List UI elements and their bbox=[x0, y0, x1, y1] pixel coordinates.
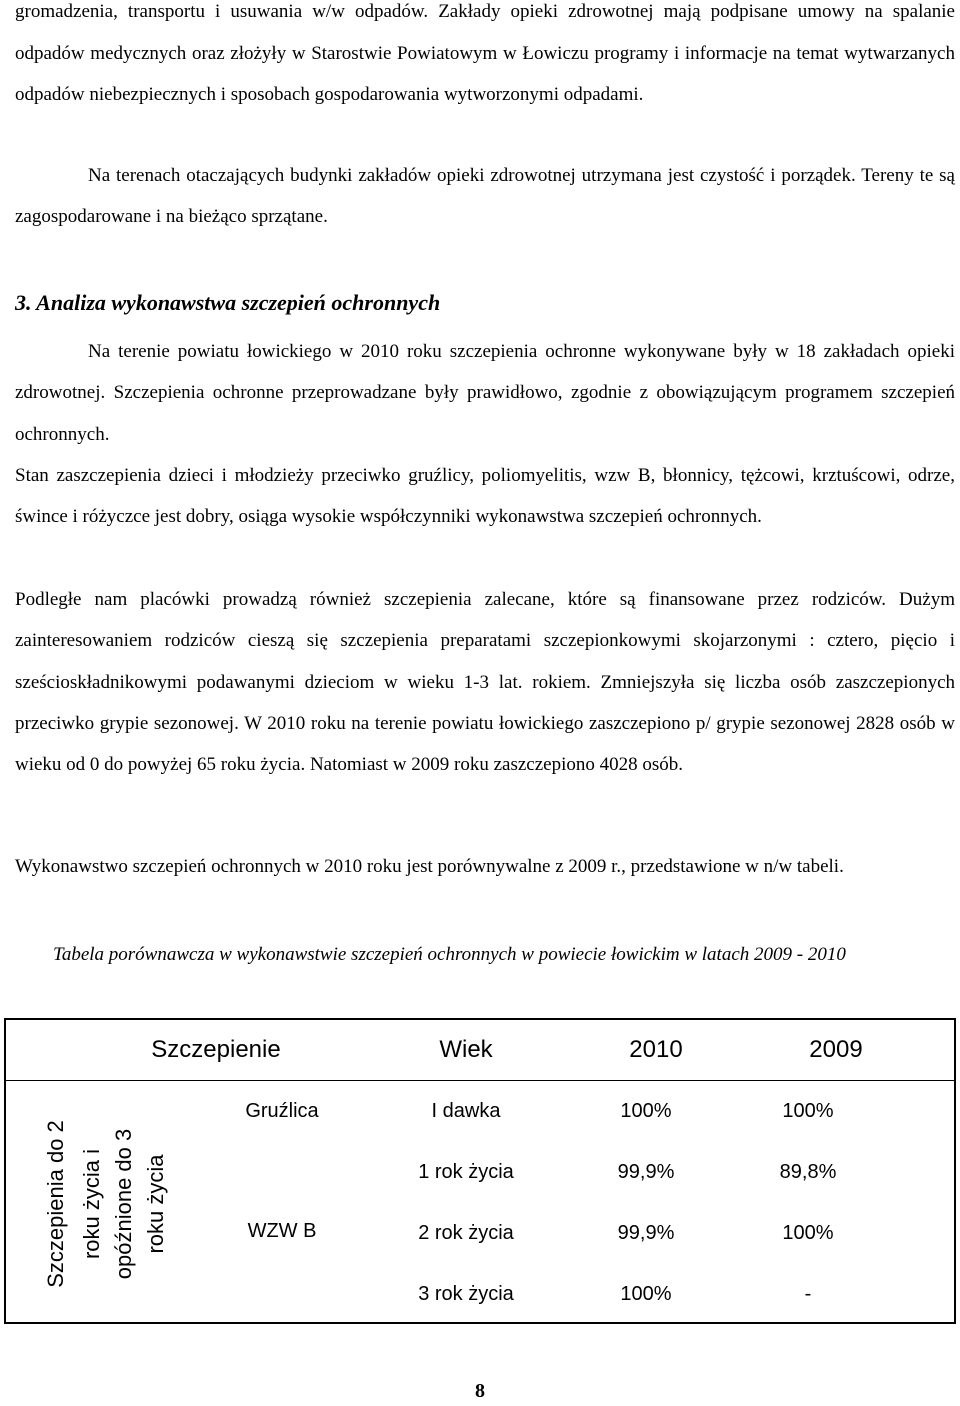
section-heading: 3. Analiza wykonawstwa szczepień ochronnych bbox=[15, 290, 441, 315]
comparison-table bbox=[4, 1018, 956, 1324]
header-2010: 2010 bbox=[629, 1036, 683, 1063]
row-1-age: I dawka bbox=[431, 1100, 501, 1122]
row-4-age: 3 rok życia bbox=[418, 1283, 514, 1305]
table-caption: Tabela porównawcza w wykonawstwie szczepień ochronnych w powiecie łowickim w latach 2009 - 2010 bbox=[53, 944, 846, 965]
group-tuberculosis: Gruźlica bbox=[245, 1100, 319, 1122]
side-label-line-2: roku życia i bbox=[79, 1148, 104, 1260]
side-label-line-4: roku życia bbox=[143, 1154, 168, 1254]
row-3-age: 2 rok życia bbox=[418, 1222, 514, 1244]
group-hepatitis-b: WZW B bbox=[247, 1220, 317, 1242]
paragraph-comparison: Wykonawstwo szczepień ochronnych w 2010 roku jest porównywalne z 2009 r., przedstawione w n/w tabeli. bbox=[15, 856, 844, 877]
paragraph-recommended-vaccinations: Podległe nam placówki prowadzą również szczepienia zalecane, które są finansowane przez rodziców. Dużym zainteresowaniem rodziców cieszą się szczepienia preparatami szczepionkowymi skojarzonymi : cztero, pięcio i sześcioskładnikowymi podawanymi dzieciom w wieku 1-3 lat. rokiem. Zmniejszyła się liczba osób zaszczepionych przeciwko grypie sezonowej. W 2010 roku na terenie powiatu łowickiego zaszczepiono p/ grypie sezonowej 2828 osób w wieku od 0 do powyżej 65 roku życia. Natomiast w 2009 roku zaszczepiono 4028 osób. bbox=[15, 589, 955, 776]
row-3-2009: 100% bbox=[782, 1222, 834, 1244]
row-2-2009: 89,8% bbox=[779, 1161, 837, 1183]
row-2-age: 1 rok życia bbox=[418, 1161, 514, 1183]
side-label-line-3: opóźnione do 3 bbox=[111, 1128, 136, 1280]
paragraph-vaccinations: Na terenie powiatu łowickiego w 2010 roku szczepienia ochronne wykonywane były w 18 zakładach opieki zdrowotnej. Szczepienia ochronne przeprowadzane były prawidłowo, zgodnie z obowiązującym programem szczepień ochronnych. bbox=[15, 341, 955, 445]
row-3-2010: 99,9% bbox=[617, 1222, 675, 1244]
header-age: Wiek bbox=[439, 1036, 493, 1063]
header-divider bbox=[6, 1080, 954, 1081]
row-1-2010: 100% bbox=[620, 1100, 672, 1122]
row-4-2009: - bbox=[804, 1283, 812, 1305]
page-number: 8 bbox=[475, 1380, 485, 1402]
row-4-2010: 100% bbox=[620, 1283, 672, 1305]
paragraph-cleanliness: Na terenach otaczających budynki zakładów opieki zdrowotnej utrzymana jest czystość i porządek. Tereny te są zagospodarowane i na bieżąco sprzątane. bbox=[15, 165, 955, 228]
side-label-line-1: Szczepienia do 2 bbox=[43, 1120, 68, 1288]
header-2009: 2009 bbox=[809, 1036, 863, 1063]
paragraph-vaccination-status: Stan zaszczepienia dzieci i młodzieży przeciwko gruźlicy, poliomyelitis, wzw B, błonnicy, tężcowi, krztuścowi, odrze, śwince i różyczce jest dobry, osiąga wysokie współczynniki wykonawstwa szczepień ochronnych. bbox=[15, 465, 955, 528]
paragraph-waste: gromadzenia, transportu i usuwania w/w odpadów. Zakłady opieki zdrowotnej mają podpisane umowy na spalanie odpadów medycznych oraz złożyły w Starostwie Powiatowym w Łowiczu programy i informacje na temat wytwarzanych odpadów niebezpiecznych i sposobach gospodarowania wytworzonymi odpadami. bbox=[15, 1, 955, 105]
row-1-2009: 100% bbox=[782, 1100, 834, 1122]
header-vaccination: Szczepienie bbox=[151, 1036, 281, 1063]
row-2-2010: 99,9% bbox=[617, 1161, 675, 1183]
